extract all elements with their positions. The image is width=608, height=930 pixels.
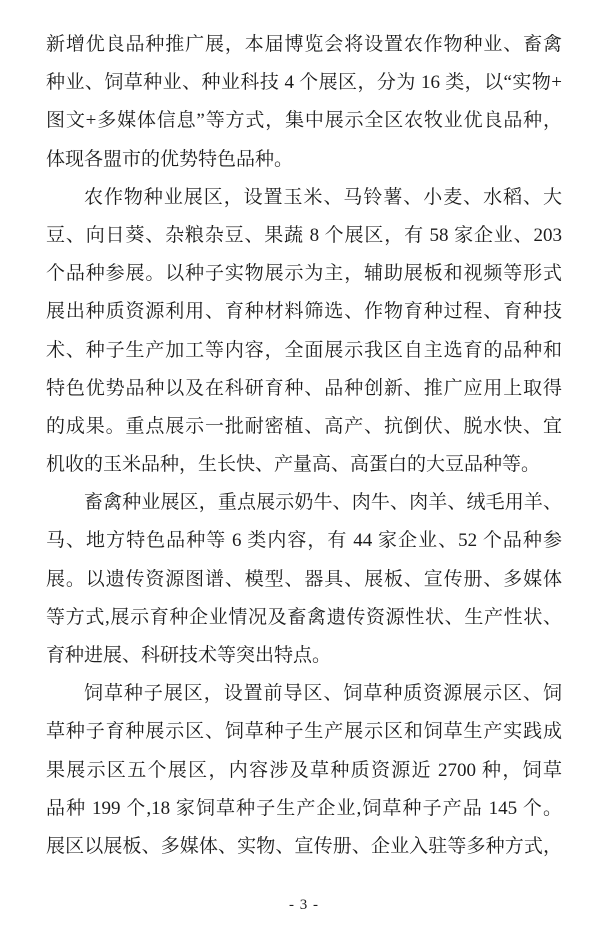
text-line: 果展示区五个展区，内容涉及草种质资源近 2700 种，饲草	[46, 759, 562, 781]
page-number: - 3 -	[289, 897, 319, 913]
text-line: 品种 199 个,18 家饲草种子生产企业,饲草种子产品 145 个。	[46, 797, 562, 819]
text-line: 特色优势品种以及在科研育种、品种创新、推广应用上取得	[46, 377, 562, 399]
text-line: 新增优良品种推广展，本届博览会将设置农作物种业、畜禽	[46, 34, 562, 55]
text-line: 术、种子生产加工等内容，全面展示我区自主选育的品种和	[46, 339, 562, 361]
text-line: 马、地方特色品种等 6 类内容，有 44 家企业、52 个品种参	[46, 530, 562, 552]
text-line: 畜禽种业展区，重点展示奶牛、肉牛、肉羊、绒毛用羊、	[84, 492, 562, 514]
text-line: 豆、向日葵、杂粮杂豆、果蔬 8 个展区，有 58 家企业、203	[46, 224, 562, 246]
text-line: 饲草种子展区，设置前导区、饲草种质资源展示区、饲	[84, 683, 562, 705]
text-line: 展。以遗传资源图谱、模型、器具、展板、宣传册、多媒体	[46, 568, 562, 590]
text-line: 个品种参展。以种子实物展示为主，辅助展板和视频等形式	[46, 263, 562, 285]
text-line: 等方式,展示育种企业情况及畜禽遗传资源性状、生产性状、	[46, 606, 562, 628]
text-line: 展出种质资源利用、育种材料筛选、作物育种过程、育种技	[46, 301, 562, 323]
page-footer	[0, 893, 608, 917]
text-line: 展区以展板、多媒体、实物、宣传册、企业入驻等多种方式，	[46, 835, 562, 857]
text-line: 机收的玉米品种，生长快、产量高、高蛋白的大豆品种等。	[46, 454, 541, 476]
document-body	[46, 26, 562, 866]
text-line: 农作物种业展区，设置玉米、马铃薯、小麦、水稻、大	[84, 186, 562, 208]
text-line: 的成果。重点展示一批耐密植、高产、抗倒伏、脱水快、宜	[46, 415, 562, 437]
text-line: 图文+多媒体信息”等方式，集中展示全区农牧业优良品种，	[46, 110, 562, 132]
text-line: 种业、饲草种业、种业科技 4 个展区，分为 16 类，以“实物+	[46, 72, 562, 94]
text-line: 体现各盟市的优势特色品种。	[46, 148, 294, 170]
text-line: 草种子育种展示区、饲草种子生产展示区和饲草生产实践成	[46, 721, 562, 743]
text-line: 育种进展、科研技术等突出特点。	[46, 645, 332, 666]
